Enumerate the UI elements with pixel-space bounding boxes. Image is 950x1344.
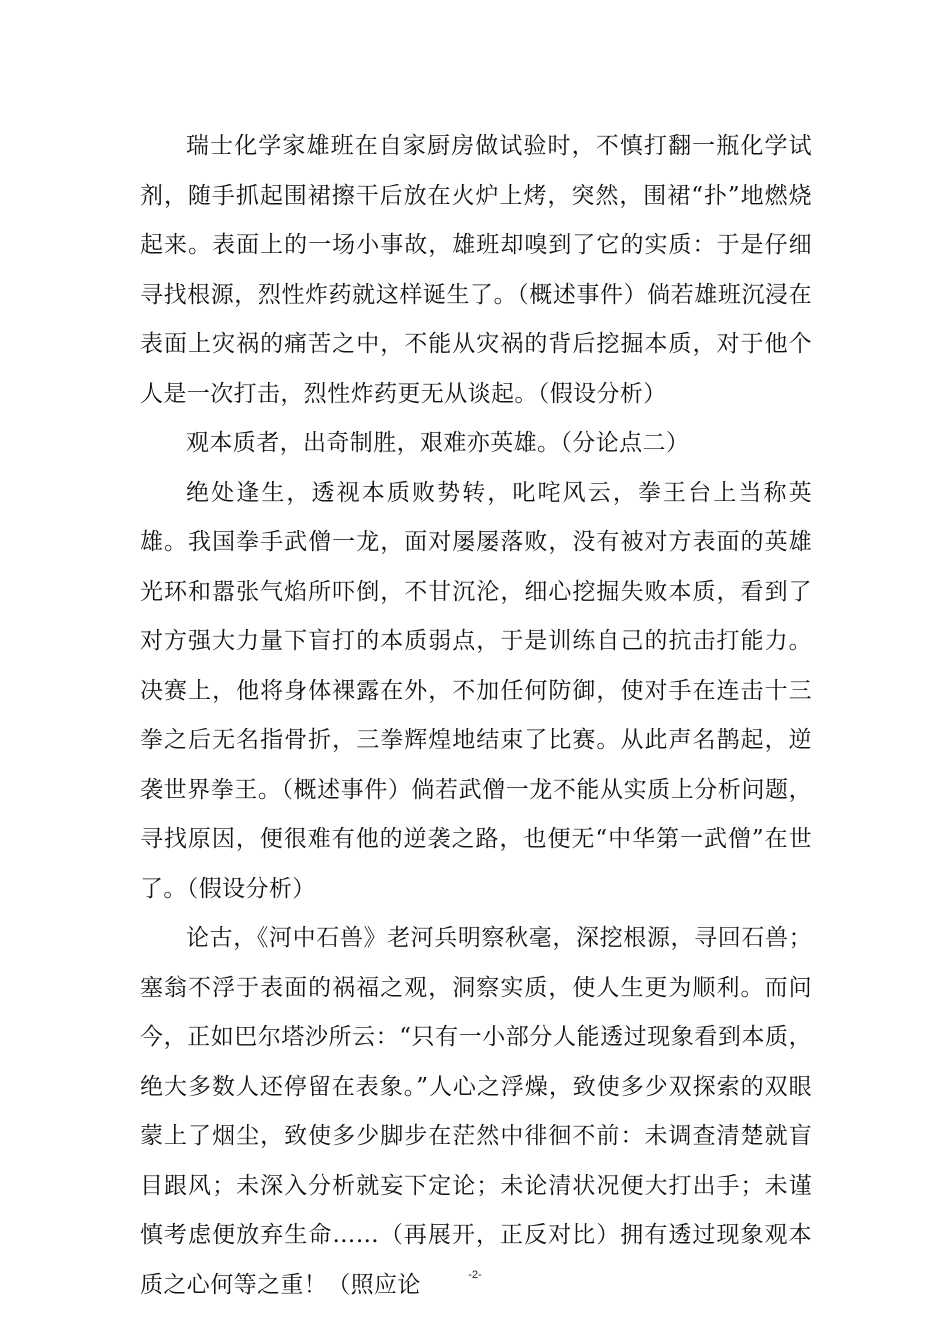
paragraph-sub-argument-two: 观本质者，出奇制胜，艰难亦英雄。（分论点二） [186,430,690,456]
page-number: -2- [468,1269,482,1281]
body-text [140,122,812,1310]
paragraph-example-boxer: 绝处逢生，透视本质败势转，叱咤风云，拳王台上当称英雄。我国拳手武僧一龙，面对屡屡落败，没有被对方表面的英雄光环和嚣张气焰所吓倒，不甘沉沦，细心挖掘失败本质，看到了对方强大力量下盲打的本质弱点，于是训练自己的抗击打能力。决赛上，他将身体裸露在外，不加任何防御，使对手在连击十三拳之后无名指骨折，三拳辉煌地结束了比赛。从此声名鹊起，逆袭世界拳王。（概述事件）倘若武僧一龙不能从实质上分析问题，寻找原因，便很难有他的逆袭之路，也便无“中华第一武僧”在世了。（假设分析） [140,479,812,902]
paragraph-ancient-and-modern: 论古，《河中石兽》老河兵明察秋毫，深挖根源，寻回石兽；塞翁不浮于表面的祸福之观，洞察实质，使人生更为顺利。而问今，正如巴尔塔沙所云：“只有一小部分人能透过现象看到本质，绝大多数人还停留在表象。”人心之浮燥，致使多少双探索的双眼蒙上了烟尘，致使多少脚步在茫然中徘徊不前：未调查清楚就盲目跟风；未深入分析就妄下定论；未论清状况便大打出手；未谨慎考虑便放弃生命……（再展开，正反对比）拥有透过现象观本质之心何等之重！（照应论 [140,925,812,1298]
paragraph-example-explosive: 瑞士化学家雄班在自家厨房做试验时，不慎打翻一瓶化学试剂，随手抓起围裙擦干后放在火炉上烤，突然，围裙“扑”地燃烧起来。表面上的一场小事故，雄班却嗅到了它的实质：于是仔细寻找根源，烈性炸药就这样诞生了。（概述事件）倘若雄班沉浸在表面上灾祸的痛苦之中，不能从灾祸的背后挖掘本质，对于他个人是一次打击，烈性炸药更无从谈起。（假设分析） [140,133,812,407]
